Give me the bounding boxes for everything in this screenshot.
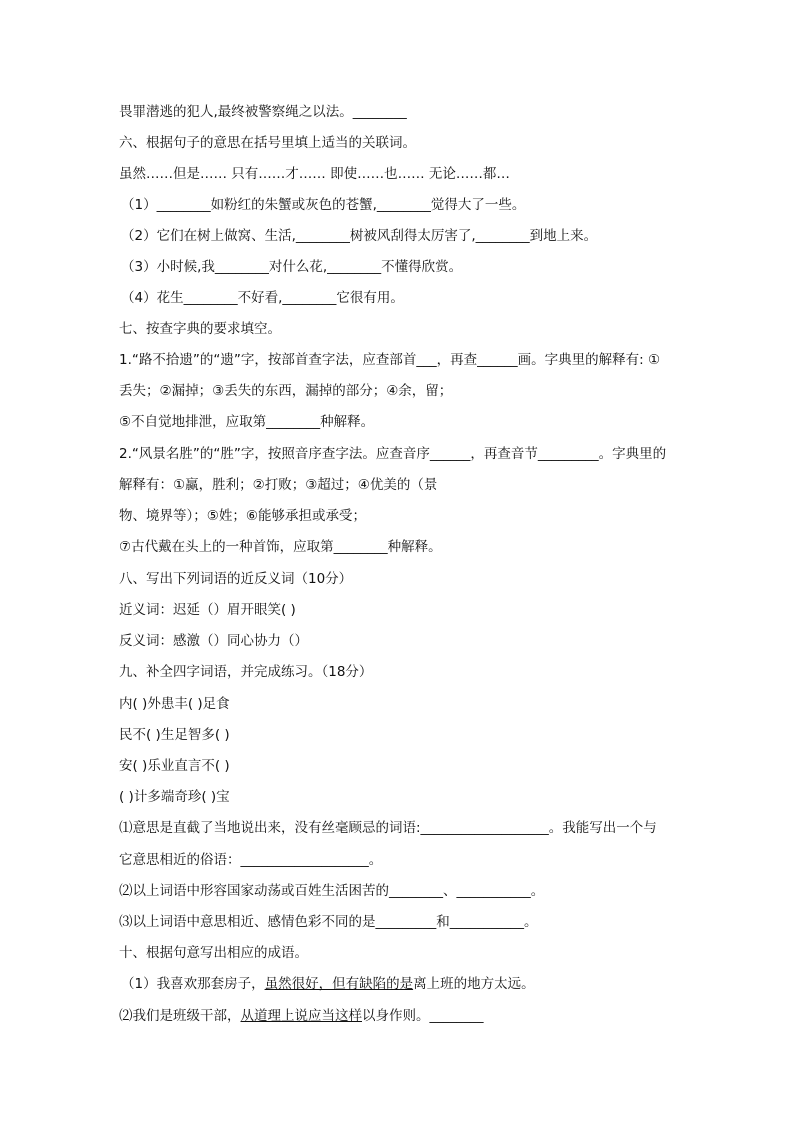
- question-item: [119, 1006, 484, 1026]
- question-item: 1.“路不拾遗”的“遗”字，按部首查字法，应查部首___，再查______画。字典里的解释有: ①: [119, 352, 661, 368]
- text-line: 解释有：①赢，胜利；②打败；③超过；④优美的（景: [119, 477, 438, 493]
- underlined-phrase: 虽然很好，但有缺陷的是: [264, 976, 414, 992]
- section-heading-6: 六、根据句子的意思在括号里填上适当的关联词。: [119, 135, 416, 151]
- text-line: 丢失；②漏掉；③丢失的东西，漏掉的部分；④余，留；: [119, 383, 453, 399]
- section-heading-10: 十、根据句意写出相应的成语。: [119, 945, 308, 961]
- question-item: ⑶以上词语中意思相近、感情色彩不同的是_________和___________。: [119, 914, 538, 930]
- conjunction-options: 虽然……但是…… 只有……才…… 即使……也…… 无论……都…: [119, 166, 510, 182]
- text-line: 反义词：感激（）同心协力（）: [119, 633, 308, 649]
- question-item: （4）花生________不好看,________它很有用。: [121, 290, 404, 306]
- text-line: 物、境界等）；⑤姓；⑥能够承担或承受；: [119, 508, 366, 524]
- section-heading-7: 七、按查字典的要求填空。: [119, 321, 281, 337]
- text-part: （1）我喜欢那套房子，: [121, 976, 265, 992]
- text-line: 民不( )生足智多( ): [119, 727, 230, 743]
- question-item: 2.“风景名胜”的“胜”字，按照音序查字法。应查音序______，再查音节_________。字典里的: [119, 446, 667, 462]
- underlined-phrase: 从道理上说应当这样: [240, 1008, 362, 1024]
- text-part: 离上班的地方太远。: [413, 976, 535, 992]
- text-line: ⑦古代戴在头上的一种首饰，应取第________种解释。: [119, 539, 442, 555]
- text-part: ⑵我们是班级干部，: [119, 1008, 241, 1024]
- text-part: 以身作则。________: [362, 1008, 484, 1024]
- text-line: ( )计多端奇珍( )宝: [119, 789, 230, 805]
- question-item: ⑵以上词语中形容国家动荡或百姓生活困苦的________、___________。: [119, 883, 545, 899]
- question-item: （1）________如粉红的朱蟹或灰色的苍蟹,________觉得大了一些。: [121, 197, 526, 213]
- text-line: 畏罪潜逃的犯人,最终被警察绳之以法。________: [119, 104, 407, 120]
- text-line: 近义词：迟延（）眉开眼笑( ): [119, 602, 296, 618]
- section-heading-9: 九、补全四字词语，并完成练习。（18分）: [119, 664, 373, 680]
- text-line: 内( )外患丰( )足食: [119, 696, 230, 712]
- text-line: 安( )乐业直言不( ): [119, 758, 230, 774]
- text-line: 它意思相近的俗语：___________________。: [119, 852, 383, 868]
- question-item: （3）小时候,我________对什么花,________不懂得欣赏。: [121, 259, 463, 275]
- question-item: （2）它们在树上做窝、生活,________树被风刮得太厉害了,________到地上来。: [121, 228, 598, 244]
- question-item: ⑴意思是直截了当地说出来，没有丝毫顾忌的词语:___________________。我能写出一个与: [119, 820, 657, 836]
- section-heading-8: 八、写出下列词语的近反义词（10分）: [119, 571, 353, 587]
- text-line: ⑤不自觉地排泄，应取第________种解释。: [119, 414, 375, 430]
- question-item: [121, 974, 535, 994]
